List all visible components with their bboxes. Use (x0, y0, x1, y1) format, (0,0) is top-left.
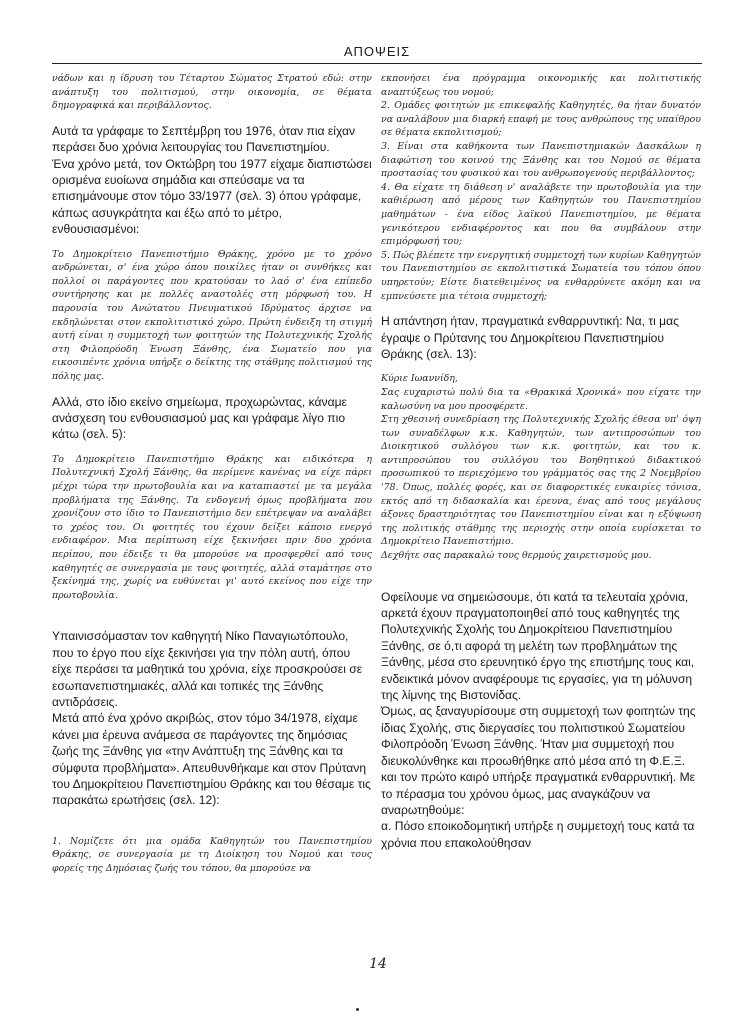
intro-italic-paragraph: νάδων και η ίδρυση του Τέταρτου Σώματος Στρατού εδώ: στην ανάπτυξη του πολιτισμού, στην οικονομία, σε θέματα δημογραφικά και περιβάλλοντος. (52, 73, 372, 112)
question-item: 1. Νομίζετε ότι μια ομάδα Καθηγητών του Πανεπιστημίου Θράκης, σε συνεργασία με τη Διοίκηση του Νομού και τους φορείς της Δημόσιας ζωής του τόπου, θα μπορούσε να (52, 835, 372, 874)
question-item: εκπονήσει ένα πρόγραμμα οικονομικής και πολιτιστικής αναπτύξεως του νομού; (381, 73, 701, 98)
quote-paragraph: Το Δημοκρίτειο Πανεπιστήμιο Θράκης, χρόνο με το χρόνο ανδρώνεται, σ' ένα χώρο όπου ποικίλες ήταν οι συνθήκες και πολλοί οι παράγοντες που κρατούσαν το λαό σ' ένα επίπεδο συντήρησης και με πολλές αναστολές στη μόρφωσή του. Η παρουσία του Ανώτατου Πνευματικού Ιδρύματος άρχισε να εκδηλώνεται στον εκπολιτιστικό χώρο. Πρώτη ένδειξη τη στιγμή αυτή είναι η συμμετοχή των φοιτητών της Πολυτεχνικής Σχολής στη Φιλοπρόοδη Ένωση Ξάνθης, ένα Σωματείο που για εικοσιπέντε χρόνια υπήρξε ο δείκτης της στάθμης πολιτισμού της πόλης μας. (52, 248, 372, 382)
left-column (52, 72, 372, 876)
body-paragraph: Μετά από ένα χρόνο ακριβώς, στον τόμο 34/1978, είχαμε κάνει μια έρευνα ανάμεσα σε παράγοντες της δημόσιας ζωής της Ξάνθης για «την Ανάπτυξη της Ξάνθης και τα σύμφυτα προβλήματα». Απευθυνθήκαμε και στον Πρύτανη του Δημοκρίτειου Πανεπιστημίου Θράκης και του θέσαμε τις παρακάτω ερωτήσεις (σελ. 12): (52, 711, 371, 808)
body-paragraph: Ένα χρόνο μετά, τον Οκτώβρη του 1977 είχαμε διαπιστώσει ορισμένα ευοίωνα σημάδια και σπεύσαμε να τα επισημάνουμε στον τόμο 33/1977 (σελ. 3) όπου γράφαμε, κάπως ασυγκράτητα και έξω από το μέτρο, ενθουσιασμένοι: (52, 156, 372, 237)
question-item: 5. Πώς βλέπετε την ενεργητική συμμετοχή των κυρίων Καθηγητών του Πανεπιστημίου σε εκπολιτιστικά Σωματεία του τόπου όπου υπηρετούν; Είστε διατεθειμένος να ενθαρρύνετε ακόμη και να εμπνεύσετε μια τέτοια συμμετοχή; (381, 249, 701, 302)
intro-italic-text (52, 72, 372, 113)
bottom-dot-mark (356, 1008, 359, 1011)
question-item: 2. Ομάδες φοιτητών με επικεφαλής Καθηγητές, θα ήταν δυνατόν να αναλάβουν μια διαρκή επαφή με τους ανθρώπους της υπαίθρου σε θέματα εκπολιτισμού; (381, 100, 701, 139)
body-paragraph-group-3 (52, 628, 372, 808)
body-paragraph: Αλλά, στο ίδιο εκείνο σημείωμα, προχωρώντας, κάναμε ανάσχεση του ενθουσιασμού μας και γράφαμε λίγο πιο κάτω (σελ. 5): (52, 394, 347, 442)
body-paragraph: α. Πόσο εποικοδομητική υπήρξε η συμμετοχή τους κατά τα χρόνια που επακολούθησαν (381, 819, 695, 850)
body-paragraph: Η απάντηση ήταν, πραγματικά ενθαρρυντική: Να, τι μας έγραψε ο Πρύτανης του Δημοκρίτειου Πανεπιστημίου Θράκης (σελ. 13): (381, 314, 679, 361)
right-column (381, 72, 701, 851)
body-paragraph: Όμως, ας ξαναγυρίσουμε στη συμμετοχή των φοιτητών της ίδιας Σχολής, στις διεργασίες του πολιτιστικού Σωματείου Φιλοπρόοδη Ένωση Ξάνθης. Ήταν μια συμμετοχή που διευκολύνθηκε και προωθήθηκε από μέσα από τη Φ.Ε.Ξ. και τον πρώτο καιρό υπήρξε πραγματικά ενθαρρυντική. Με το πέρασμα του χρόνου όμως, μας αναγκάζουν να αναρωτηθούμε: (381, 704, 696, 817)
quote-block (52, 453, 372, 603)
letter-salutation: Κύριε Ιωαννίδη, (381, 373, 458, 385)
letter-block (381, 372, 701, 562)
body-paragraph-group-4 (381, 313, 701, 362)
running-header: ΑΠΟΨΕΙΣ (343, 44, 411, 59)
page-number: 14 (369, 956, 387, 972)
body-paragraph: Υπαινισσόμασταν τον καθηγητή Νίκο Παναγιωτόπουλο, που το έργο που είχε ξεκινήσει για την πόλη αυτή, όπου είχε περάσει τα μαθητικά του χρόνια, είχε προσκρούσει σε εσωπανεπιστημιακές, αλλά και τοπικές της Ξάνθης αντιδράσεις. (52, 629, 363, 709)
letter-paragraph: Σας ευχαριστώ πολύ δια τα «Θρακικά Χρονικά» που είχατε την καλωσύνη να μου προσφέρετε. (381, 386, 701, 412)
question-list-start (52, 835, 372, 876)
quote-block (52, 248, 372, 384)
body-paragraph: Αυτά τα γράφαμε το Σεπτέμβρη του 1976, όταν πια είχαν περάσει δυο χρόνια λειτουργίας του Πανεπιστημίου. (52, 123, 356, 155)
body-paragraph-group-1 (52, 123, 372, 238)
question-list (381, 72, 701, 303)
body-paragraph-group-2 (52, 394, 372, 443)
question-item: 4. Θα είχατε τη διάθεση ν' αναλάβετε την πρωτοβουλία για την καθιέρωση από μέρους των Καθηγητών του Πανεπιστημίου μαθημάτων - ένα είδος λαϊκού Πανεπιστημίου, με θέματα γενικότερου ενδιαφέροντος και που θα συμβάλουν στην επιμόρφωσή του; (381, 181, 701, 248)
question-item: 3. Είναι στα καθήκοντα των Πανεπιστημιακών Δασκάλων η διαφώτιση του κοινού της Ξάνθης και του Νομού σε θέματα προστασίας του φυσικού και του ανθρωπογενούς περιβάλλοντος; (381, 140, 701, 180)
body-paragraph-group-5 (381, 589, 701, 852)
header-rule (52, 63, 702, 64)
quote-paragraph: Το Δημοκρίτειο Πανεπιστήμιο Θράκης και ειδικότερα η Πολυτεχνική Σχολή Ξάνθης, θα περίμενε κανένας να είχε πάρει μέχρι τώρα την πρωτοβουλία και να καταπιαστεί με τα μεγάλα προβλήματα της Ξάνθης. Τα ενδογενή όμως προβλήματα που χρονίζουν στο ίδιο το Πανεπιστήμιο δεν επέτρεψαν να αναλάβει το χρέος του. Οι φοιτητές του έχουν δείξει κάποιο ενεργό ενδιαφέρον. Μια περίπτωση είχε ξεκινήσει πριν δυο χρόνια περίπου, που έδειξε τι θα μπορούσε να προσφερθεί από τους καθηγητές σε συνεργασία με τους φοιτητές, αλλά σταμάτησε στο ξεκίνημά της, χωρίς να ευθύνεται γι' αυτό εκείνος που είχε την πρωτοβουλία. (52, 453, 372, 601)
body-paragraph: Οφείλουμε να σημειώσουμε, ότι κατά τα τελευταία χρόνια, αρκετά έχουν πραγματοποιηθεί από τους καθηγητές της Πολυτεχνικής Σχολής του Δημοκρίτειου Πανεπιστημίου Ξάνθης, σε ό,τι αφορά τη μελέτη των προβλημάτων της Ξάνθης, μέσα στο ερευνητικό έργο της επιστήμης τους και, ενδεικτικά μόνον αναφέρουμε τις εργασίες, για τη μόλυνση της λίμνης της Βιστονίδας. (381, 589, 695, 703)
letter-closing: Δεχθήτε σας παρακαλώ τους θερμούς χαιρετισμούς μου. (381, 550, 652, 562)
letter-paragraph: Στη χθεσινή συνεδρίαση της Πολυτεχνικής Σχολής έθεσα υπ' όψη των συναδέλφων κ.κ. Καθηγητών, των αντιπροσώπων του Διοικητικού συλλόγου των κ.κ. φοιτητών, και του κ. αντιπροσώπου του συλλόγου του Βοηθητικού διδακτικού προσωπικού το περιεχόμενο του γράμματός σας της 2 Νοεμβρίου '78. Όπως, πολλές φορές, και σε διαφορετικές ευκαιρίες τόνισα, εκτός από τη διδασκαλία και έρευνα, ένας από τους μεγάλους άξονες δραστηριότητας του Πανεπιστημίου είναι και η εξύψωση της πολιτικής στάθμης της περιοχής στην οποία ευρίσκεται το Δημοκρίτειο Πανεπιστήμιο. (381, 414, 701, 548)
